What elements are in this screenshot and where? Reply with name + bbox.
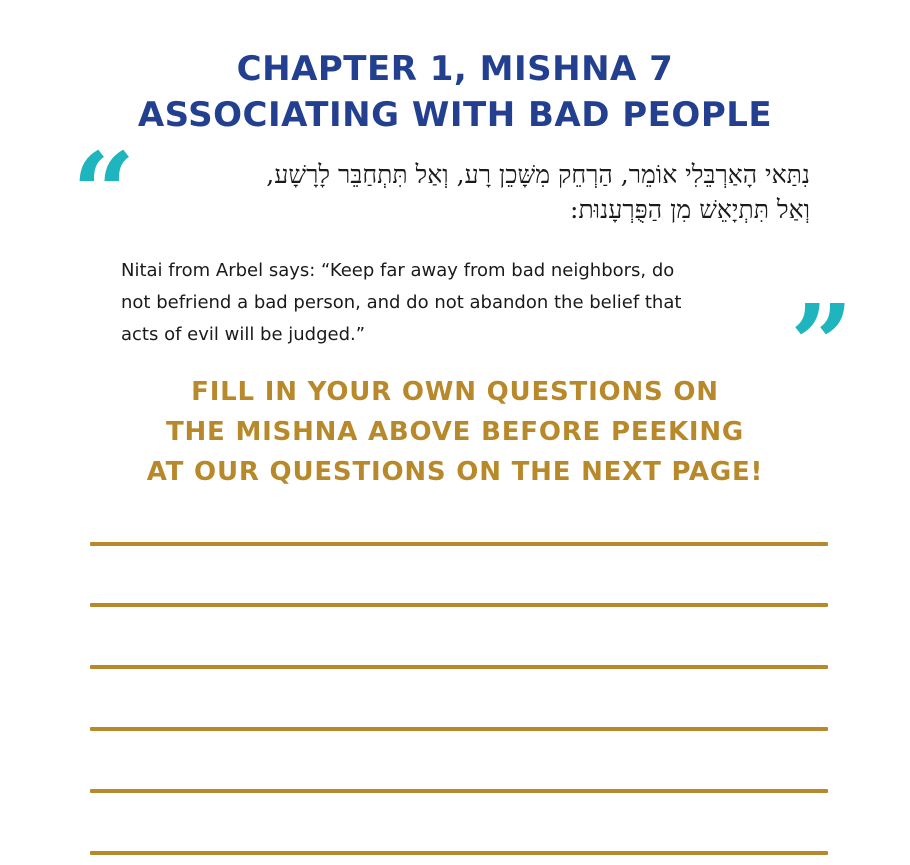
- instruction-line-3: AT OUR QUESTIONS ON THE NEXT PAGE!: [146, 457, 764, 487]
- instruction-line-1: FILL IN YOUR OWN QUESTIONS ON: [191, 377, 719, 407]
- translation-line-3: acts of evil will be judged.”: [121, 324, 366, 345]
- answer-line[interactable]: [90, 789, 828, 793]
- answer-line[interactable]: [90, 727, 828, 731]
- close-quote-icon: ”: [790, 280, 854, 409]
- open-quote-icon: “: [72, 128, 136, 257]
- answer-line[interactable]: [90, 665, 828, 669]
- hebrew-text-line-1: נִתַּאי הָאַרְבֵּלִי אוֹמֵר, הַרְחֵק מִשָּׁכֵן רָע, וְאַל תִּתְחַבֵּר לָרָשָׁע,: [266, 160, 810, 189]
- mishna-subtitle: ASSOCIATING WITH BAD PEOPLE: [137, 95, 773, 135]
- chapter-title: CHAPTER 1, MISHNA 7: [236, 49, 674, 89]
- hebrew-text-line-2: וְאַל תִּתְיָאֵשׁ מִן הַפֻּרְעָנוּת:: [570, 195, 810, 224]
- answer-line[interactable]: [90, 603, 828, 607]
- instruction-line-2: THE MISHNA ABOVE BEFORE PEEKING: [165, 417, 745, 447]
- translation-line-1: Nitai from Arbel says: “Keep far away from bad neighbors, do: [121, 260, 675, 281]
- answer-line[interactable]: [90, 851, 828, 855]
- answer-line[interactable]: [90, 542, 828, 546]
- translation-line-2: not befriend a bad person, and do not abandon the belief that: [121, 292, 682, 313]
